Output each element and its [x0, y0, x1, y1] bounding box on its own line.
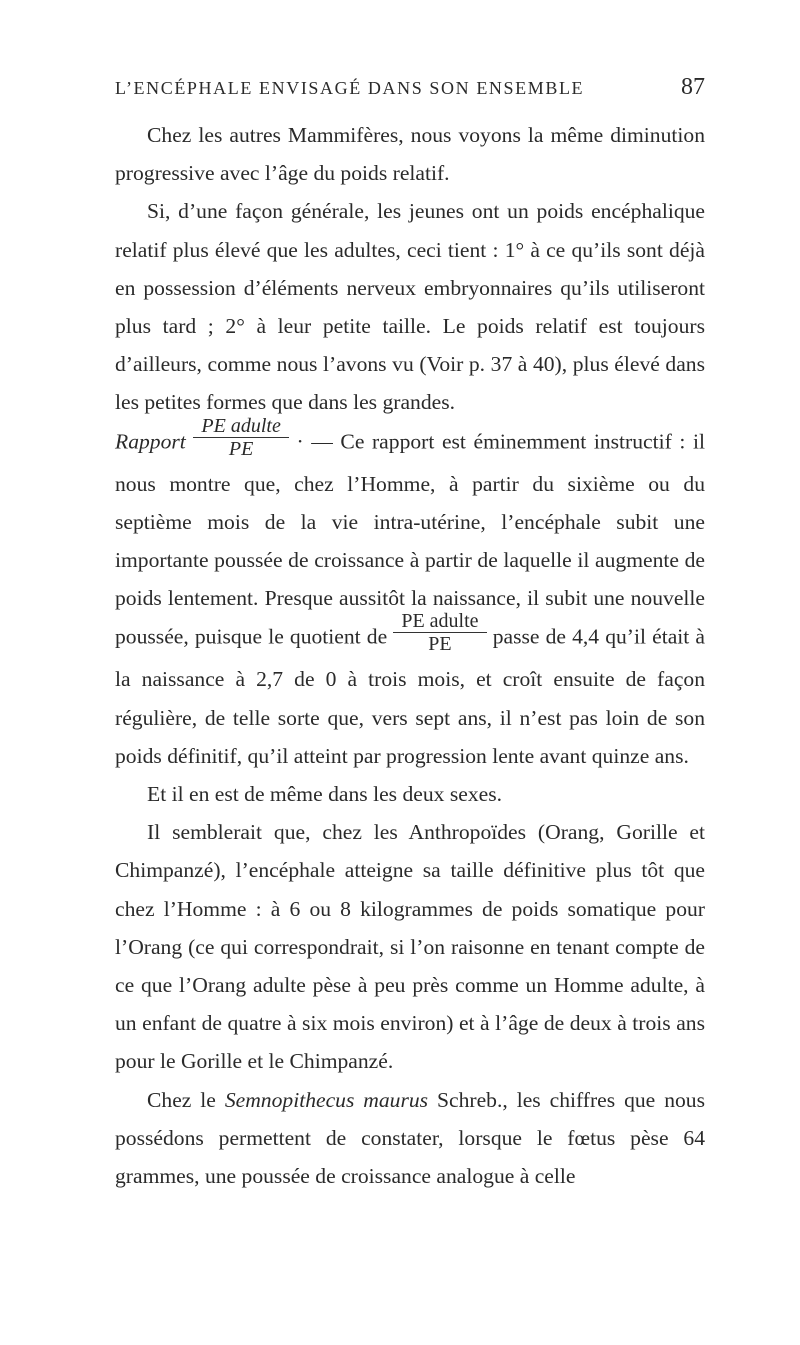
running-head — [115, 76, 705, 106]
paragraph-3-text: · — Ce rapport est éminemment instructif : il nous montre que, chez l’Homme, à partir du sixième ou du septième mois de la vie intra-utérine, l’encéphale subit une importante poussée de croissance à partir de laquelle il augmente de poids lentement. Presque aussitôt la naissance, il subit une nouvelle poussée, puisque le quotient de — [115, 429, 706, 649]
paragraph-4: Et il en est de même dans les deux sexes. — [147, 782, 502, 807]
fraction2-denominator: PE — [428, 633, 452, 656]
paragraph-5: Il semblerait que, chez les Anthropoïdes (Orang, Gorille et Chimpanzé), l’encéphale atteigne sa taille définitive plus tôt que chez l’Homme : à 6 ou 8 kilogrammes de poids somatique pour l’Orang (ce qui correspondrait, si l’on raisonne en tenant compte de ce que l’Orang adulte pèse à peu près comme un Homme adulte, à un enfant de quatre à six mois environ) et à l’âge de deux à trois ans pour le Gorille et le Chimpanzé. — [115, 820, 705, 1074]
paragraph-3-tail: passe de 4,4 qu’il était à la naissance à 2,7 de 0 à trois mois, et croît ensuite de façon régulière, de telle sorte que, vers sept ans, il n’est pas loin de son poids définitif, qu’il atteint par progression lente avant quinze ans. — [115, 624, 705, 768]
paragraph-6-text: Schreb., les chiffres que nous possédons permettent de constater, lorsque le fœtus pèse 64 grammes, une poussée de croissance analogue à celle — [115, 1087, 705, 1189]
page-number: 87 — [681, 74, 705, 100]
paragraph-2: Si, d’une façon générale, les jeunes ont un poids encéphalique relatif plus élevé que les adultes, ceci tient : 1° à ce qu’ils sont déjà en possession d’éléments nerveux embryonnaires qu’ils utiliseront plus tard ; 2° à leur petite taille. Le poids relatif est toujours d’ailleurs, comme nous l’avons vu (Voir p. 37 à 40), plus élevé dans les petites formes que dans les grandes. — [115, 199, 705, 415]
running-title: L’ENCÉPHALE ENVISAGÉ DANS SON ENSEMBLE — [115, 78, 585, 98]
paragraph-6 — [115, 1081, 705, 1196]
species-name: Semnopithecus maurus — [224, 1087, 429, 1112]
fraction2-numerator: PE adulte — [393, 611, 486, 633]
body-text — [115, 116, 705, 1195]
fraction-pe-adulte-inline — [393, 611, 486, 654]
paragraph-6-lead: Chez le — [147, 1087, 216, 1112]
fraction-pe-adulte — [193, 416, 288, 459]
paragraph-1: Chez les autres Mammifères, nous voyons la même diminution progressive avec l’âge du poids relatif. — [115, 123, 705, 186]
fraction-numerator: PE adulte — [193, 416, 288, 438]
paragraph-3 — [115, 414, 706, 775]
fraction-denominator: PE — [228, 437, 254, 460]
rapport-heading: Rapport — [115, 429, 186, 454]
